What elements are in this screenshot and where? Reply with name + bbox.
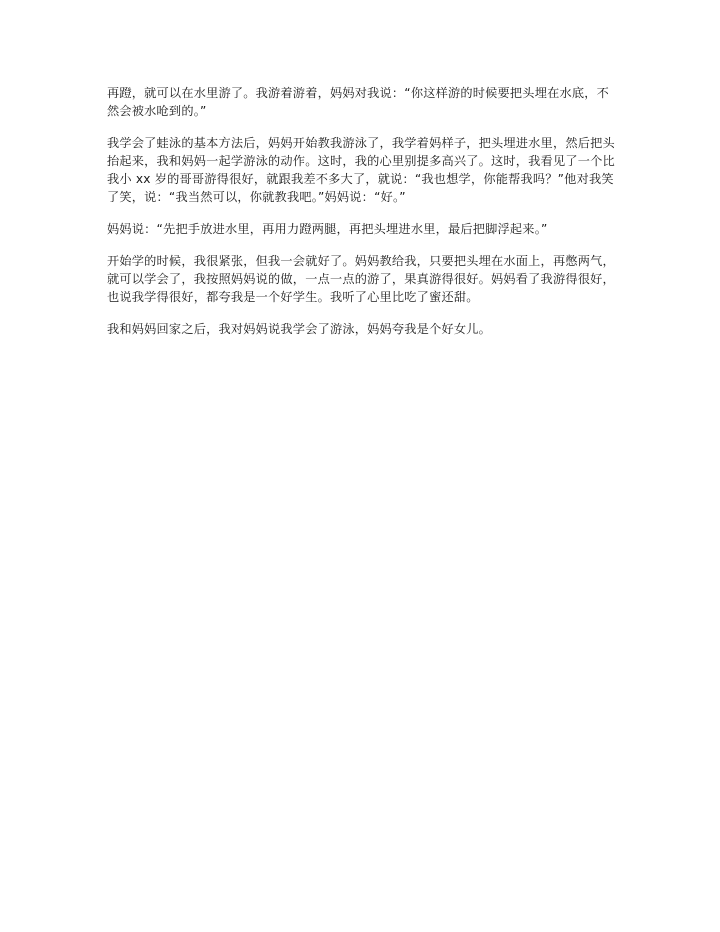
paragraph-1: 再蹬，就可以在水里游了。我游着游着，妈妈对我说：“你这样游的时候要把头埋在水底，不然会被水呛到的。” (107, 86, 610, 118)
paragraph-5: 我和妈妈回家之后，我对妈妈说我学会了游泳，妈妈夸我是个好女儿。 (107, 322, 492, 336)
paragraph-2: 我学会了蛙泳的基本方法后，妈妈开始教我游泳了，我学着妈样子，把头埋进水里，然后把头抬起来，我和妈妈一起学游泳的动作。这时，我的心里别提多高兴了。这时，我看见了一个比我小 xx 岁的哥哥游得很好，就跟我差不多大了，就说：“我也想学，你能帮我吗？”他对我笑了笑，说：“我当然可以，你就教我吧。”妈妈说：“好。” (107, 136, 615, 204)
paragraph-4: 开始学的时候，我很紧张，但我一会就好了。妈妈教给我，只要把头埋在水面上，再憋两气，就可以学会了，我按照妈妈说的做，一点一点的游了，果真游得很好。妈妈看了我游得很好，也说我学得很好，都夸我是一个好学生。我听了心里比吃了蜜还甜。 (107, 254, 615, 304)
paragraph-3: 妈妈说：“先把手放进水里，再用力蹬两腿，再把头埋进水里，最后把脚浮起来。” (107, 222, 548, 236)
document-body (107, 84, 619, 352)
